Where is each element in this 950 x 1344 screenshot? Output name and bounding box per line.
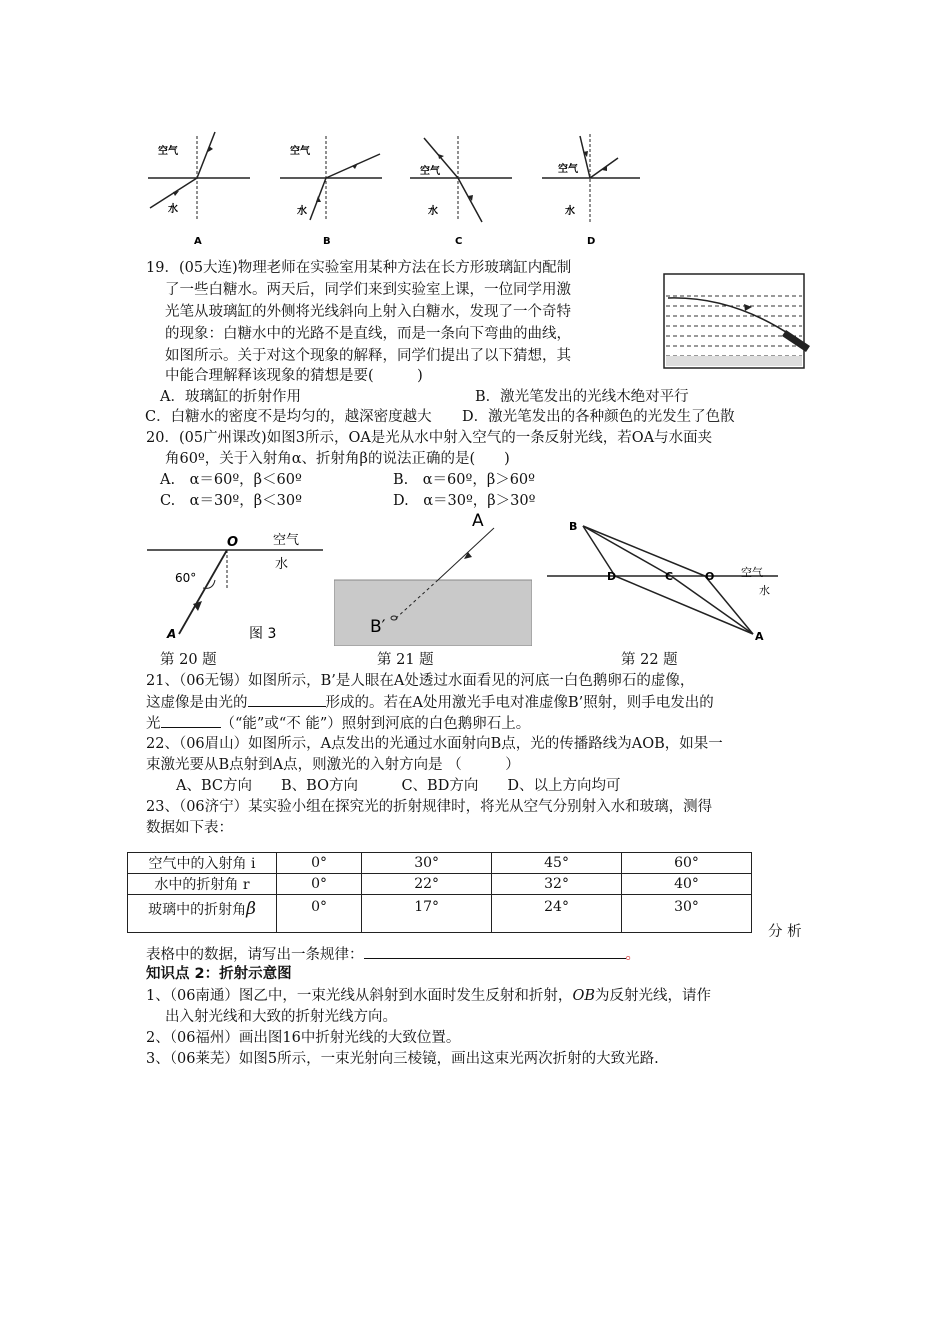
kp2-item-1: [146, 986, 711, 1006]
q20-option-a: A. α＝60º，β＜60º: [160, 472, 302, 488]
fig18b-letter: B: [323, 236, 331, 247]
q19-option-b: B．激光笔发出的光线木绝对平行: [475, 389, 689, 405]
fig22-o: O: [705, 570, 715, 583]
fig18c-letter: C: [455, 236, 463, 247]
beta-symbol: β: [246, 899, 256, 919]
caption-q22: 第 22 题: [621, 652, 678, 668]
fig22-water: 水: [759, 584, 770, 597]
q22-line-1: 22、（06眉山）如图所示，A点发出的光通过水面射向B点，光的传播路线为AOB，如果一: [146, 736, 723, 752]
q18-figures: [140, 128, 650, 250]
fig20-a: A: [167, 627, 177, 641]
fig21-b: B′: [370, 617, 386, 637]
fig18d-water-label: 水: [565, 206, 575, 217]
table-cell: 32°: [492, 874, 622, 895]
q19-line-5: 如图所示。关于对这个现象的解释，同学们提出了以下猜想，其: [165, 348, 571, 364]
q21-line-1: 21、（06无锡）如图所示，B’是人眼在A处透过水面看见的河底一白色鹅卵石的虚像，: [146, 673, 695, 689]
q21-blank-1[interactable]: [248, 692, 326, 707]
table-row: [128, 853, 752, 874]
q23-analysis: 分 析: [768, 924, 802, 940]
fig22-d: D: [607, 570, 617, 583]
fig18d-letter: D: [587, 236, 596, 247]
table-cell: 水中的折射角 r: [128, 874, 277, 895]
table-cell: 空气中的入射角 i: [128, 853, 277, 874]
table-row: [128, 895, 752, 933]
fig18-a: [148, 132, 250, 247]
kp2-item-1a: 1、（06南通）图乙中，一束光线从斜射到水面时发生反射和折射，: [146, 988, 573, 1004]
fig22-c: C: [665, 570, 674, 583]
fig20-caption: 图 3: [249, 626, 277, 642]
fig18-b: [280, 136, 382, 247]
q21-line-2: [146, 692, 714, 713]
fig18-c: [410, 136, 512, 247]
fig18a-air-label: 空气: [158, 146, 178, 157]
kp2-item-2: 2、（06福州）画出图16中折射光线的大致位置。: [146, 1030, 461, 1046]
q19-line-6: 中能合理解释该现象的猜想是要( ): [165, 368, 423, 384]
q21-line-2b: 形成的。若在A处用激光手电对准虚像B’照射，则手电发出的: [325, 695, 714, 711]
caption-q21: 第 21 题: [377, 652, 434, 668]
caption-q20: 第 20 题: [160, 652, 217, 668]
q22-line-2: 束激光要从B点射到A点，则激光的入射方向是 （ ）: [146, 757, 520, 773]
table-cell: 30°: [362, 853, 492, 874]
fig18c-water-label: 水: [428, 206, 438, 217]
table-cell: 0°: [277, 874, 362, 895]
kp2-item-1b: 为反射光线，请作: [594, 988, 711, 1004]
fig18a-letter: A: [194, 236, 202, 247]
q20-option-d: D. α＝30º，β＞30º: [393, 493, 536, 509]
q23-line-2: 数据如下表：: [146, 820, 233, 836]
fig22: [545, 518, 780, 642]
q19-line-1: 19．(05大连)物理老师在实验室用某种方法在长方形玻璃缸内配制: [146, 260, 572, 276]
fig20: [145, 528, 325, 643]
fig20-o: O: [227, 535, 239, 550]
q19-line-2: 了一些白糖水。两天后，同学们来到实验室上课，一位同学用激: [165, 282, 571, 298]
q23-line-1: 23、（06济宁）某实验小组在探究光的折射规律时，将光从空气分别射入水和玻璃，测得: [146, 799, 713, 815]
fig21: [334, 508, 532, 646]
kp2-item-3: 3、（06莱芜）如图5所示，一束光射向三棱镜，画出这束光两次折射的大致光路.: [146, 1051, 659, 1067]
q21-line-3a: 光: [146, 716, 161, 732]
table-cell: 0°: [277, 853, 362, 874]
q23-answer-blank[interactable]: [364, 944, 626, 959]
q23-end-mark: 。: [625, 947, 640, 963]
fig18a-water-label: 水: [168, 204, 178, 215]
q23-line-3: [146, 944, 640, 965]
table-cell: 45°: [492, 853, 622, 874]
fig22-a: A: [755, 630, 764, 642]
table-cell: 60°: [622, 853, 752, 874]
q20-line-2: 角60º，关于入射角α、折射角β的说法正确的是( ): [165, 451, 510, 467]
fig22-b: B: [569, 520, 578, 533]
fig21-a: A: [472, 511, 484, 531]
fig20-angle: 60°: [175, 571, 197, 585]
kp2-item-1-cont: 出入射光线和大致的折射光线方向。: [165, 1009, 397, 1025]
table-cell: 0°: [277, 895, 362, 933]
table-cell: 24°: [492, 895, 622, 933]
kp2-item-1-ob: OB: [572, 988, 595, 1004]
q19-line-4: 的现象：白糖水中的光路不是直线，而是一条向下弯曲的曲线，: [165, 326, 571, 342]
q20-option-c: C. α＝30º，β＜30º: [160, 493, 302, 509]
q19-option-a: A．玻璃缸的折射作用: [160, 389, 301, 405]
glass-angle-label: 玻璃中的折射角: [148, 902, 247, 918]
table-cell: 30°: [622, 895, 752, 933]
table-cell: [128, 895, 277, 933]
q19-option-d: D．激光笔发出的各种颜色的光发生了色散: [462, 409, 735, 425]
q19-line-3: 光笔从玻璃缸的外侧将光线斜向上射入白糖水，发现了一个奇特: [165, 304, 571, 320]
table-cell: 17°: [362, 895, 492, 933]
fig22-air: 空气: [741, 566, 763, 579]
fig18c-air-label: 空气: [420, 166, 440, 177]
fig20-water: 水: [275, 557, 289, 572]
q19-option-c: C．白糖水的密度不是均匀的，越深密度越大: [145, 409, 432, 425]
fig18-d: [542, 134, 640, 247]
fig20-air: 空气: [273, 533, 300, 548]
fig18d-air-label: 空气: [558, 164, 578, 175]
q22-options: A、BC方向 B、BO方向 C、BD方向 D、以上方向均可: [176, 778, 621, 794]
q20-line-1: 20．(05广州课改)如图3所示，OA是光从水中射入空气的一条反射光线，若OA与水面夹: [146, 430, 713, 446]
q21-line-2a: 这虚像是由光的: [146, 695, 248, 711]
fig18b-air-label: 空气: [290, 146, 310, 157]
q19-tank-figure: [662, 270, 812, 370]
fig18b-water-label: 水: [297, 206, 307, 217]
refraction-data-table: [127, 852, 752, 933]
table-cell: 40°: [622, 874, 752, 895]
q21-blank-2[interactable]: [161, 713, 221, 728]
q20-option-b: B. α＝60º，β＞60º: [393, 472, 535, 488]
q21-line-3: [146, 713, 530, 734]
q21-line-3b: （“能”或“不 能”）照射到河底的白色鹅卵石上。: [220, 716, 531, 732]
table-cell: 22°: [362, 874, 492, 895]
q23-line-3-text: 表格中的数据，请写出一条规律：: [146, 947, 364, 963]
kp2-title: 知识点 2：折射示意图: [146, 966, 292, 982]
table-row: [128, 874, 752, 895]
